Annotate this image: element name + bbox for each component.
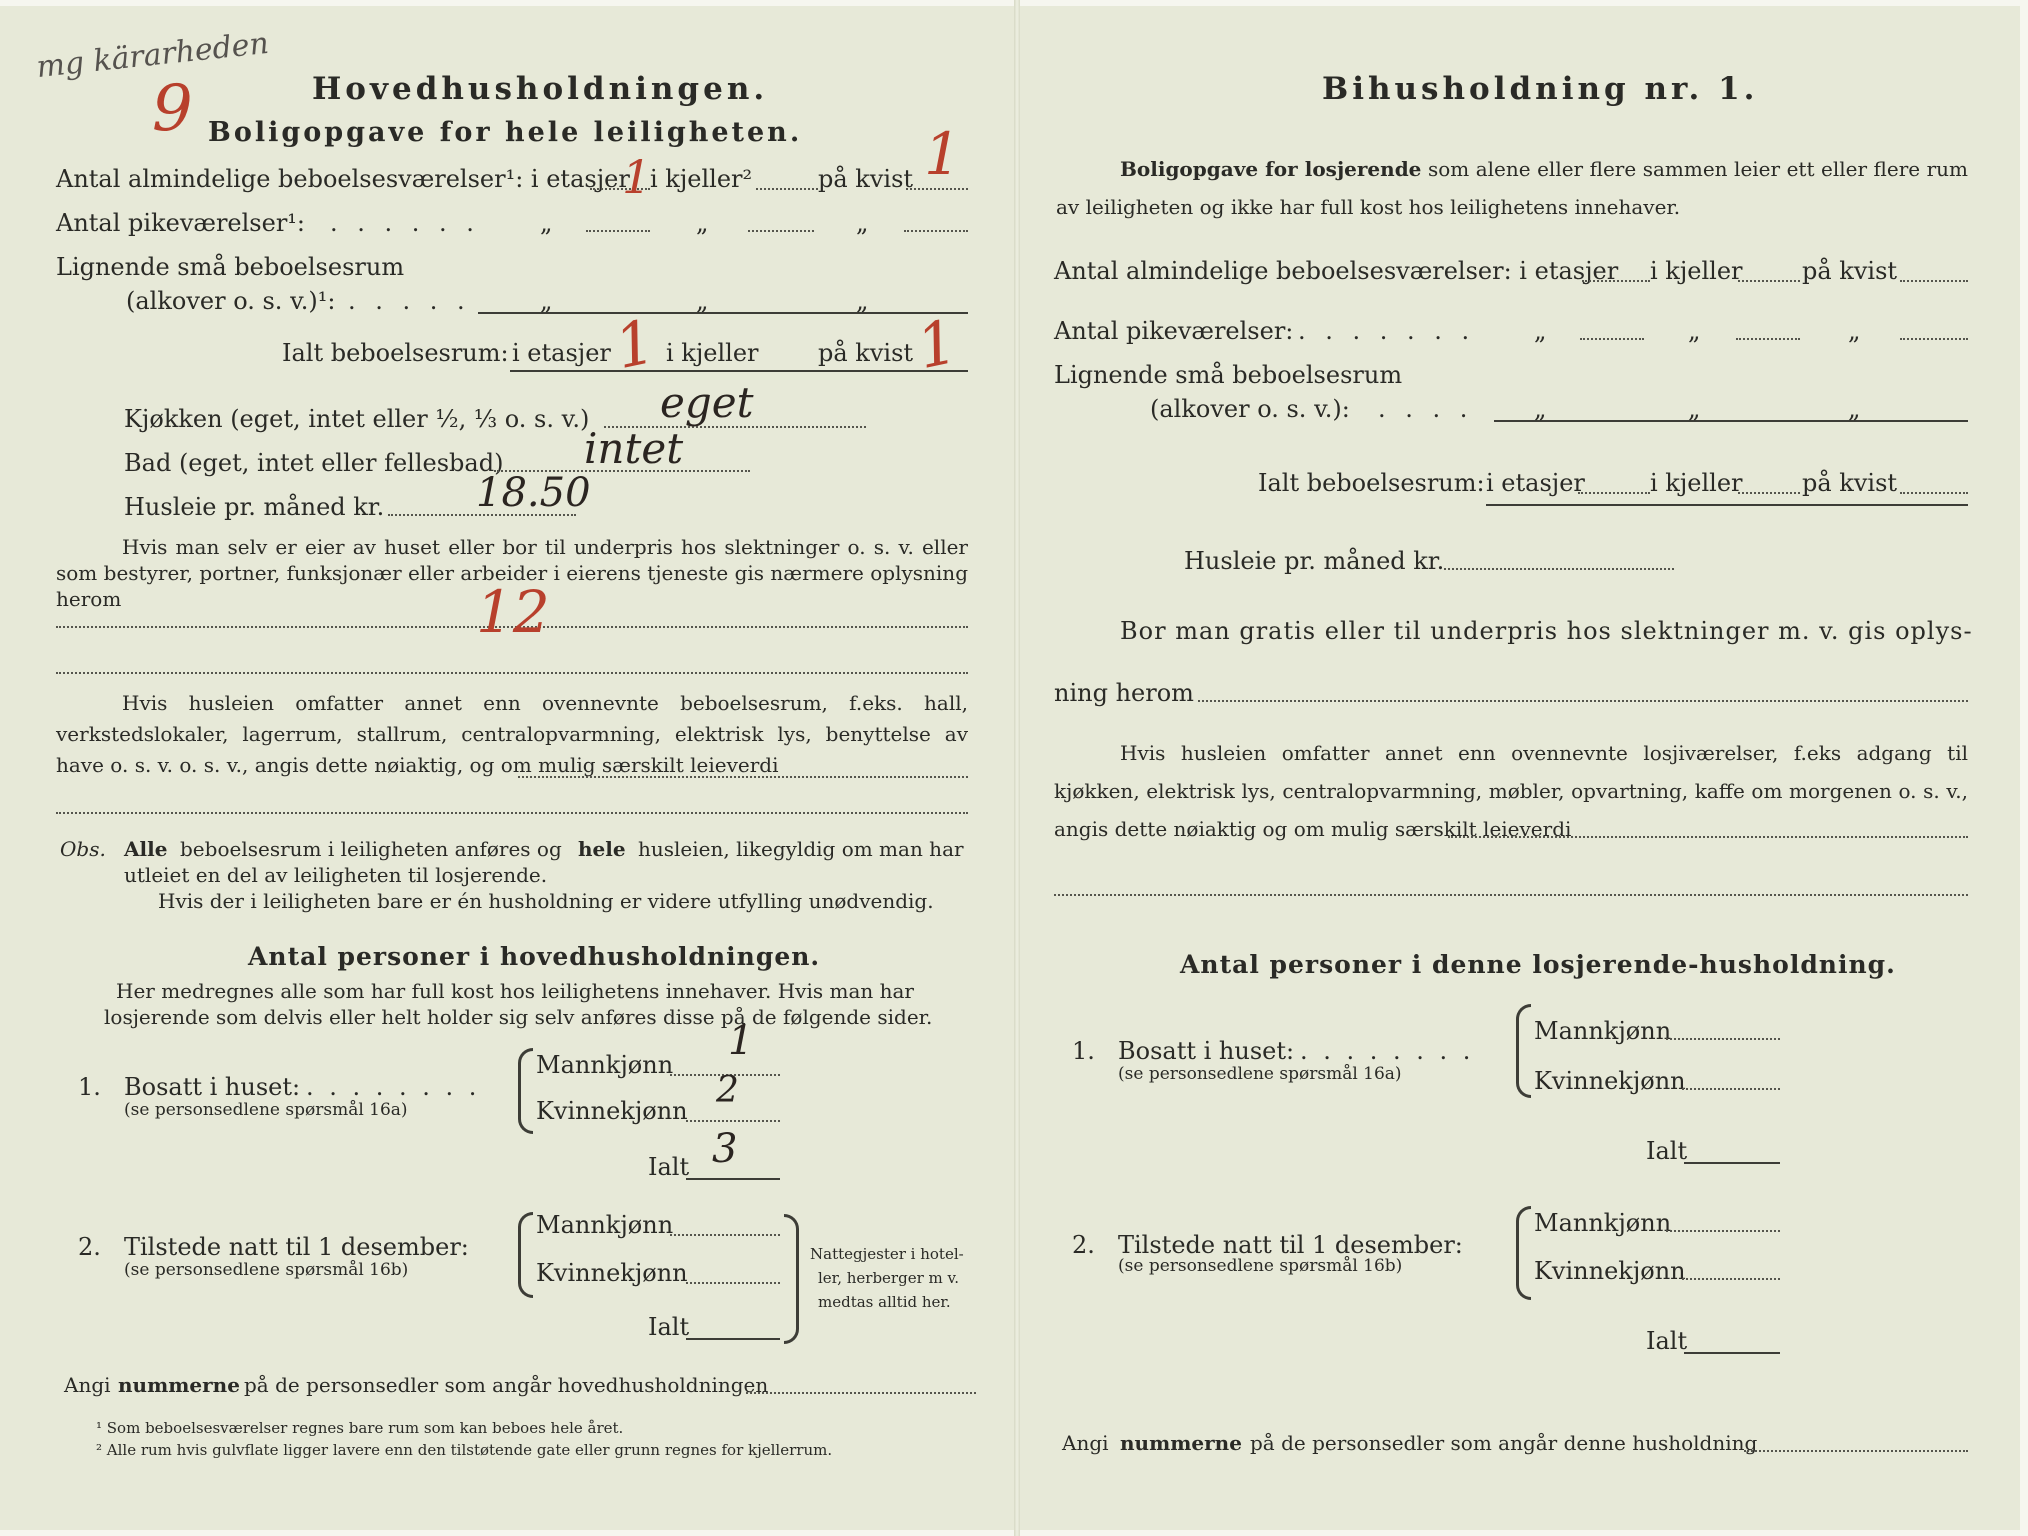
left-numbers-line [746, 1392, 976, 1394]
right-rent-line [1444, 568, 1674, 570]
right-rooms-etasjer-line [1582, 280, 1650, 282]
left-q1-bracket [518, 1048, 533, 1134]
right-maid-ditto-2: „ [1688, 317, 1701, 345]
right-q2-sub: (se personsedlene spørsmål 16b) [1118, 1256, 1403, 1276]
handwritten-mark: 12 [476, 578, 550, 646]
left-subtitle: Boligopgave for hele leiligheten. [208, 117, 803, 148]
handwritten-q1-male: 1 [728, 1018, 754, 1064]
left-numbers-nummerne: nummerne [118, 1373, 240, 1397]
left-rooms-kjeller: i kjeller² [650, 165, 753, 193]
handwritten-q1-female: 2 [716, 1070, 739, 1111]
right-q1-sub: (se personsedlene spørsmål 16a) [1118, 1064, 1402, 1084]
left-obs-label: Obs. [60, 837, 106, 861]
left-rent-label: Husleie pr. måned kr. [124, 493, 385, 521]
right-q1-male-line [1666, 1038, 1780, 1040]
right-maid-ditto-1: „ [1534, 317, 1547, 345]
right-q1-male-label: Mannkjønn [1534, 1017, 1672, 1045]
left-q1-male-label: Mannkjønn [536, 1051, 674, 1079]
right-small-ditto-1: „ [1534, 395, 1547, 423]
right-intro-bold: Boligopgave for losjerende [1120, 157, 1422, 181]
right-total-kvist-line [1900, 492, 1968, 494]
right-total-kjeller-line [1738, 492, 1800, 494]
right-total-etasjer-line [1578, 492, 1650, 494]
right-maid-line-1 [1580, 338, 1644, 340]
left-q2-sub: (se personsedlene spørsmål 16b) [124, 1260, 409, 1280]
left-persons-intro-2: losjerende som delvis eller helt holder sig selv anføres disse på de følgende sider. [104, 1005, 933, 1029]
right-free-line [1198, 700, 1968, 702]
right-numbers-text: på de personsedler som angår denne husholdning [1250, 1431, 1758, 1455]
left-q1-female-line [686, 1120, 780, 1122]
right-q2-total-label: Ialt [1646, 1327, 1688, 1355]
right-persons-title: Antal personer i denne losjerende-husholdning. [1180, 950, 1896, 979]
right-rent-label: Husleie pr. måned kr. [1184, 547, 1445, 575]
left-extras-line-2 [56, 812, 968, 814]
left-total-kvist: på kvist [818, 339, 914, 367]
left-night-note-3: medtas alltid her. [818, 1293, 951, 1311]
left-maid-line-1 [586, 230, 650, 232]
right-rooms-kjeller: i kjeller [1650, 257, 1743, 285]
right-total-kjeller: i kjeller [1650, 469, 1743, 497]
left-rooms-label: Antal almindelige beboelsesværelser¹: i etasjer [56, 165, 630, 193]
left-owner-line-2 [56, 672, 968, 674]
right-q1-female-line [1682, 1088, 1780, 1090]
right-free-text-2: ning herom [1054, 679, 1194, 707]
left-q1-total-line [686, 1178, 780, 1180]
left-maid-line-3 [904, 230, 968, 232]
right-rooms-label: Antal almindelige beboelsesværelser: i etasjer [1054, 257, 1619, 285]
left-persons-title: Antal personer i hovedhusholdningen. [248, 942, 821, 971]
right-extras-text: Hvis husleien omfatter annet enn ovennevnte losjiværelser, f.eks adgang til kjøkken, elektrisk lys, centralopvarmning, møbler, opvartning, kaffe om morgenen o. s. v., angis dette nøiaktig og om mulig særskilt leieverdi [1054, 741, 1968, 841]
right-q2-male-line [1666, 1230, 1780, 1232]
right-q2-total-line [1684, 1352, 1780, 1354]
handwritten-top-note: mg kärarheden [34, 25, 271, 86]
left-q1-number: 1. [78, 1073, 101, 1101]
left-q2-total-line [686, 1338, 780, 1340]
right-maid-label: Antal pikeværelser: [1054, 317, 1294, 345]
left-obs-text-3: Hvis der i leiligheten bare er én husholdning er videre utfylling unødvendig. [158, 889, 934, 913]
left-night-note-2: ler, herberger m v. [818, 1269, 959, 1287]
left-q1-label: Bosatt i huset: [124, 1073, 301, 1101]
left-obs-alle: Alle [124, 837, 168, 861]
right-q1-total-line [1684, 1162, 1780, 1164]
right-small-rooms-rule [1494, 420, 1968, 422]
right-intro-rest: som alene eller flere sammen leier ett eller flere rum av leiligheten og ikke har full kost hos leilighetens innehaver. [1056, 157, 1969, 219]
right-q2-female-line [1682, 1278, 1780, 1280]
handwritten-rooms-kvist: 1 [924, 120, 961, 188]
left-obs-text-1d: husleien, likegyldig om man har [638, 837, 964, 861]
handwritten-kitchen: eget [660, 378, 754, 427]
left-q2-male-line [670, 1234, 780, 1236]
right-q1-female-label: Kvinnekjønn [1534, 1067, 1686, 1095]
left-obs-text-2: utleiet en del av leiligheten til losjerende. [124, 863, 548, 887]
left-maid-line-2 [748, 230, 814, 232]
right-title: Bihusholdning nr. 1. [1322, 71, 1759, 107]
left-q1-total-label: Ialt [648, 1153, 690, 1181]
left-owner-text: Hvis man selv er eier av huset eller bor til underpris hos slektninger o. s. v. eller som bestyrer, portner, funksjonær eller arbeider i eierens tjeneste gis nærmere oplysning herom [56, 535, 968, 611]
left-q1-female-label: Kvinnekjønn [536, 1097, 688, 1125]
right-free-text-1: Bor man gratis eller til underpris hos slektninger m. v. gis oplys- [1120, 617, 1973, 645]
right-q2-number: 2. [1072, 1231, 1095, 1259]
left-q2-bracket [518, 1212, 533, 1298]
left-maid-ditto-1: „ [540, 209, 553, 237]
left-q2-female-label: Kvinnekjønn [536, 1259, 688, 1287]
handwritten-total-kvist: 1 [911, 306, 964, 384]
page-fold [1014, 0, 1020, 1536]
left-small-rooms-label-1: Lignende små beboelsesrum [56, 253, 405, 281]
right-total-kvist: på kvist [1802, 469, 1898, 497]
left-footnote-2: ² Alle rum hvis gulvflate ligger lavere enn den tilstøtende gate eller grunn regnes for kjellerrum. [96, 1441, 833, 1459]
left-rooms-kvist-line [906, 188, 968, 190]
left-extras-text: Hvis husleien omfatter annet enn ovennevnte beboelsesrum, f.eks. hall, verkstedslokaler, lagerrum, stallrum, centralopvarmning, elektrisk lys, benyttelse av have o. s. v. o. s. v., angis dette nøiaktig, og om mulig særskilt leieverdi [56, 691, 968, 777]
left-q1-sub: (se personsedlene spørsmål 16a) [124, 1100, 408, 1120]
left-title: Hovedhusholdningen. [312, 71, 769, 107]
right-rooms-kvist-line [1900, 280, 1968, 282]
left-obs-text-1b: beboelsesrum i leiligheten anføres og [180, 837, 562, 861]
right-intro [1056, 150, 1968, 226]
left-total-etasjer: i etasjer [512, 339, 611, 367]
handwritten-q1-total: 3 [712, 1126, 738, 1172]
right-numbers-angi: Angi [1062, 1431, 1109, 1455]
left-bath-label: Bad (eget, intet eller fellesbad) [124, 449, 504, 477]
left-numbers-angi: Angi [64, 1373, 111, 1397]
left-rooms-kjeller-line [756, 188, 818, 190]
right-small-rooms-label-2: (alkover o. s. v.): [1150, 395, 1350, 423]
right-maid-line-2 [1736, 338, 1800, 340]
right-numbers-line [1744, 1450, 1968, 1452]
handwritten-rent: 18.50 [476, 470, 591, 516]
left-obs-hele: hele [578, 837, 626, 861]
right-q2-bracket [1516, 1206, 1531, 1300]
left-small-rooms-dots: . . . . . [348, 287, 471, 315]
right-q1-number: 1. [1072, 1037, 1095, 1065]
right-rooms-kjeller-line [1738, 280, 1800, 282]
left-total-kjeller: i kjeller [666, 339, 759, 367]
left-q2-male-label: Mannkjønn [536, 1211, 674, 1239]
right-q2-male-label: Mannkjønn [1534, 1209, 1672, 1237]
left-q2-total-label: Ialt [648, 1313, 690, 1341]
right-total-label: Ialt beboelsesrum: [1258, 469, 1485, 497]
left-total-label: Ialt beboelsesrum: [282, 339, 509, 367]
left-small-ditto-3: „ [856, 287, 869, 315]
left-q2-number: 2. [78, 1233, 101, 1261]
left-numbers-text: på de personsedler som angår hovedhusholdningen [244, 1373, 769, 1397]
right-q2-female-label: Kvinnekjønn [1534, 1257, 1686, 1285]
right-maid-dots: . . . . . . . [1298, 317, 1476, 345]
right-total-etasjer: i etasjer [1486, 469, 1585, 497]
right-total-rule [1486, 504, 1968, 506]
paper-edge-right [2020, 0, 2028, 1536]
left-q2-label: Tilstede natt til 1 desember: [124, 1233, 469, 1261]
left-maid-ditto-2: „ [696, 209, 709, 237]
left-small-rooms-label-2: (alkover o. s. v.)¹: [126, 287, 336, 315]
left-rooms-kvist: på kvist [818, 165, 914, 193]
left-kitchen-label: Kjøkken (eget, intet eller ½, ⅓ o. s. v.) [124, 405, 590, 433]
left-extras-line-1 [518, 776, 968, 778]
left-small-ditto-1: „ [540, 287, 553, 315]
left-persons-intro-1: Her medregnes alle som har full kost hos leilighetens innehaver. Hvis man har [116, 979, 914, 1003]
right-q2-label: Tilstede natt til 1 desember: [1118, 1231, 1463, 1259]
right-small-ditto-3: „ [1848, 395, 1861, 423]
handwritten-page-number: 9 [152, 72, 193, 146]
handwritten-rooms-etasjer: 1 [622, 150, 652, 204]
left-q2-right-brace [784, 1214, 799, 1344]
right-extras-line-1 [1448, 836, 1968, 838]
right-q1-dots: . . . . . . . . [1300, 1037, 1475, 1065]
handwritten-bath: intet [584, 424, 684, 473]
right-small-rooms-label-1: Lignende små beboelsesrum [1054, 361, 1403, 389]
right-maid-ditto-3: „ [1848, 317, 1861, 345]
right-extras-line-2 [1054, 894, 1968, 896]
handwritten-total-etasjer: 1 [609, 306, 662, 384]
left-night-note-1: Nattegjester i hotel- [810, 1245, 964, 1263]
left-maid-ditto-3: „ [856, 209, 869, 237]
left-maid-dots: . . . . . . [330, 209, 480, 237]
right-maid-line-3 [1900, 338, 1968, 340]
right-rooms-kvist: på kvist [1802, 257, 1898, 285]
right-numbers-nummerne: nummerne [1120, 1431, 1242, 1455]
left-q1-dots: . . . . . . . . [306, 1073, 481, 1101]
left-small-ditto-2: „ [696, 287, 709, 315]
left-total-rule [510, 370, 968, 372]
right-q1-total-label: Ialt [1646, 1137, 1688, 1165]
right-q1-label: Bosatt i huset: [1118, 1037, 1295, 1065]
left-maid-label: Antal pikeværelser¹: [56, 209, 305, 237]
left-q2-female-line [686, 1282, 780, 1284]
right-small-ditto-2: „ [1688, 395, 1701, 423]
right-small-rooms-dots: . . . . [1378, 395, 1474, 423]
left-footnote-1: ¹ Som beboelsesværelser regnes bare rum som kan beboes hele året. [96, 1419, 624, 1437]
right-q1-bracket [1516, 1004, 1531, 1098]
